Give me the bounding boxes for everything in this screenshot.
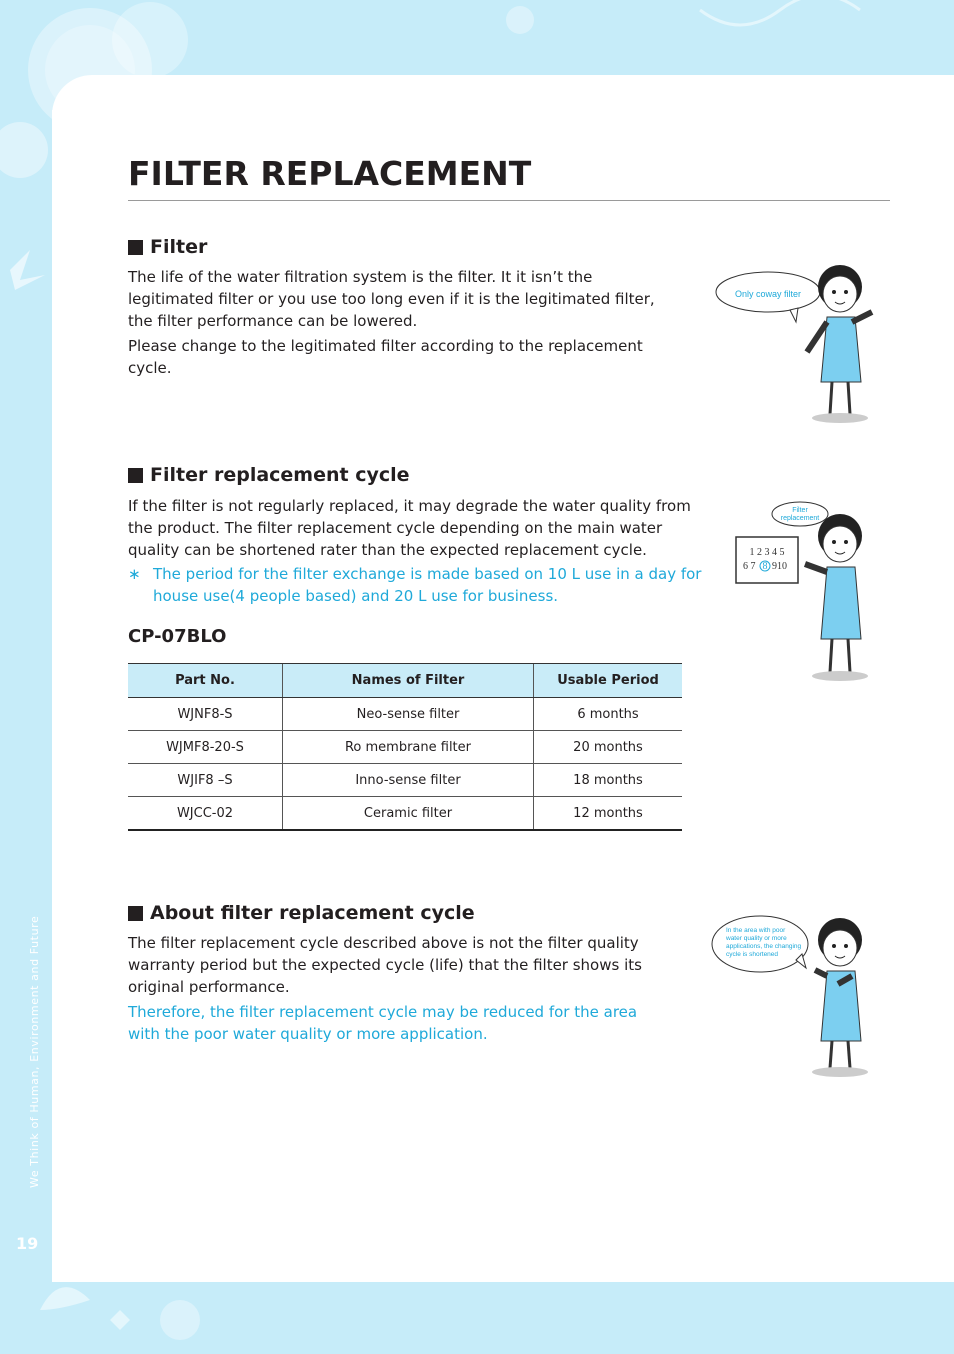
note-line: The period for the filter exchange is made based on 10 L use in a day for — [153, 565, 702, 583]
filter-paragraph-1 — [128, 266, 655, 332]
table-cell: 18 months — [534, 764, 683, 797]
text-line: legitimated filter or you use too long even if it is the legitimated filter, — [128, 290, 655, 308]
text-line: original performance. — [128, 978, 290, 996]
calendar-circled-day: 8 — [762, 561, 768, 572]
table-cell: WJIF8 –S — [128, 764, 283, 797]
text-line: If the filter is not regularly replaced, it may degrade the water quality from — [128, 497, 691, 515]
cycle-heading-text: Filter replacement cycle — [150, 464, 410, 486]
column-header: Part No. — [128, 664, 283, 698]
title-divider — [128, 200, 890, 201]
cycle-heading — [128, 464, 410, 486]
page-number: 19 — [16, 1234, 39, 1253]
table-cell: 20 months — [534, 731, 683, 764]
table-cell: Neo-sense filter — [283, 698, 534, 731]
about-heading — [128, 902, 475, 924]
woman-illustration-1 — [712, 262, 882, 427]
table-cell: Inno-sense filter — [283, 764, 534, 797]
side-slogan: We Think of Human, Environment and Future — [28, 915, 41, 1188]
table-cell: Ceramic filter — [283, 797, 534, 831]
square-bullet-icon — [128, 240, 143, 255]
note-line: house use(4 people based) and 20 L use for business. — [153, 587, 559, 605]
about-paragraph — [128, 932, 642, 998]
text-line: cycle. — [128, 359, 172, 377]
calendar-row-2-end: 910 — [772, 561, 787, 572]
woman-illustration-2 — [732, 500, 882, 685]
table-cell: 6 months — [534, 698, 683, 731]
speech-bubble-2-line2: replacement — [780, 515, 820, 522]
text-line: The life of the water filtration system is the filter. It it isn’t the — [128, 268, 593, 286]
table-row — [128, 698, 682, 731]
about-heading-text: About filter replacement cycle — [150, 902, 475, 924]
column-header: Names of Filter — [283, 664, 534, 698]
table-cell: Ro membrane filter — [283, 731, 534, 764]
text-line: warranty period but the expected cycle (life) that the filter shows its — [128, 956, 642, 974]
column-header: Usable Period — [534, 664, 683, 698]
filter-paragraph-2 — [128, 335, 643, 379]
table-row — [128, 797, 682, 831]
filter-table — [128, 663, 682, 831]
speech-bubble-3-line: In the area with poor — [726, 927, 786, 934]
table-cell: WJMF8-20-S — [128, 731, 283, 764]
text-line: with the poor water quality or more application. — [128, 1025, 488, 1043]
woman-illustration-3 — [708, 912, 888, 1082]
model-label: CP-07BLO — [128, 626, 227, 647]
table-header-row — [128, 664, 682, 698]
square-bullet-icon — [128, 906, 143, 921]
text-line: The filter replacement cycle described above is not the filter quality — [128, 934, 639, 952]
about-blue-paragraph — [128, 1001, 637, 1045]
table-cell: WJNF8-S — [128, 698, 283, 731]
speech-bubble-2-line1: Filter — [792, 507, 808, 514]
filter-heading-text: Filter — [150, 236, 208, 258]
table-cell: WJCC-02 — [128, 797, 283, 831]
text-line: quality can be shortened rater than the expected replacement cycle. — [128, 541, 647, 559]
calendar-row-2-start: 6 7 — [743, 561, 756, 572]
speech-bubble-1: Only coway filter — [734, 289, 802, 299]
cycle-paragraph — [128, 495, 691, 561]
speech-bubble-3-line: water quality or more — [726, 935, 787, 942]
text-line: Therefore, the filter replacement cycle may be reduced for the area — [128, 1003, 638, 1021]
text-line: the filter performance can be lowered. — [128, 312, 418, 330]
calendar-board — [736, 537, 798, 583]
square-bullet-icon — [128, 468, 143, 483]
text-line: Please change to the legitimated filter according to the replacement — [128, 337, 643, 355]
table-row — [128, 764, 682, 797]
page-title: FILTER REPLACEMENT — [128, 154, 532, 193]
text-line: the product. The filter replacement cycle depending on the main water — [128, 519, 663, 537]
speech-bubble-3-line: cycle is shortened — [726, 951, 779, 958]
table-row — [128, 731, 682, 764]
speech-bubble-3-line: applications, the changing — [726, 943, 802, 950]
asterisk-icon: ∗ — [128, 565, 141, 583]
filter-heading — [128, 236, 207, 258]
calendar-row-1: 1 2 3 4 5 — [749, 547, 785, 558]
table-cell: 12 months — [534, 797, 683, 831]
